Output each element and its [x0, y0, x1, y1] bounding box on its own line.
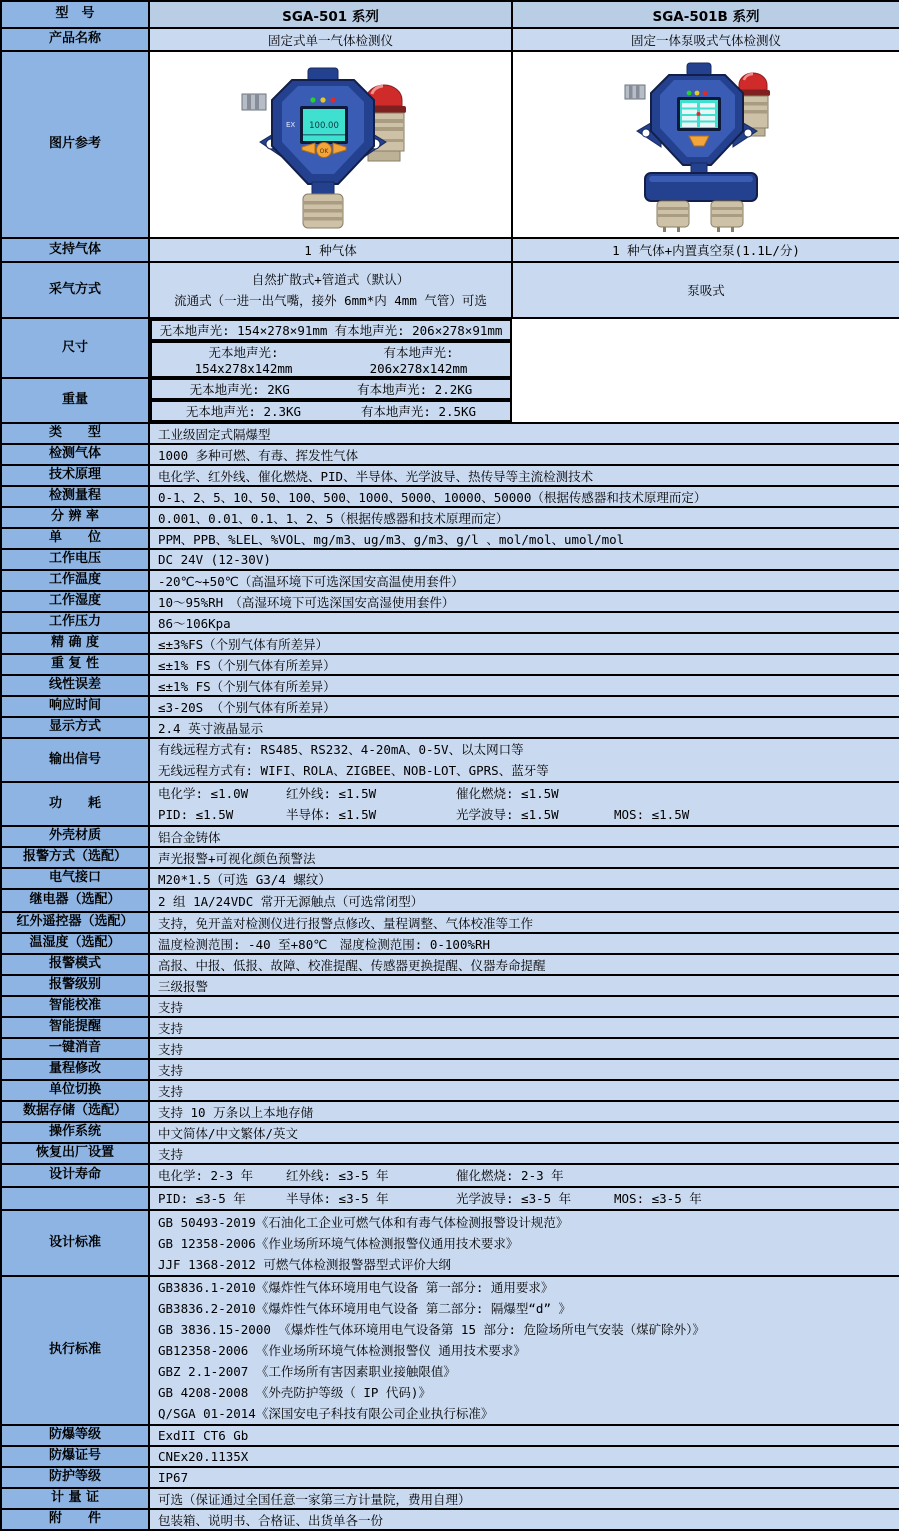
value-segment: 红外线: ≤1.5W: [286, 786, 377, 801]
table-row: [1, 1488, 899, 1509]
value-segment: 有本地声光: 2.5KG: [360, 404, 477, 419]
product-image-cell: [512, 51, 899, 238]
row-label: 精 确 度: [1, 633, 149, 654]
value-cell: DC 24V (12-30V): [149, 549, 899, 570]
text-line: GB3836.2-2010《爆炸性气体环境用电气设备 第二部分: 隔爆型“d” 》: [158, 1301, 572, 1316]
row-label: 类 型: [1, 423, 149, 444]
text-line: GB 3836.15-2000 《爆炸性气体环境用电气设备第 15 部分: 危险场所电气安装（煤矿除外）》: [158, 1322, 705, 1337]
value-cell: ≤±3%FS（个别气体有所差异）: [149, 633, 899, 654]
sga501-product-image: [216, 54, 446, 232]
lcd-screen: [300, 106, 348, 144]
row-label: 支持气体: [1, 238, 149, 262]
row-label: 图片参考: [1, 51, 149, 238]
table-row: [1, 654, 899, 675]
table-row: [1, 507, 899, 528]
row-label: 防爆证号: [1, 1446, 149, 1467]
table-row: [1, 486, 899, 507]
value-segment: 催化燃烧: 2-3 年: [456, 1168, 564, 1183]
row-label: 单 位: [1, 528, 149, 549]
table-row: [1, 465, 899, 486]
table-row: [1, 1038, 899, 1059]
row-label: 红外遥控器（选配）: [1, 912, 149, 933]
row-label: 重量: [1, 378, 149, 423]
table-row: [1, 912, 899, 933]
row-label: 数据存储（选配）: [1, 1101, 149, 1122]
row-label: 重 复 性: [1, 654, 149, 675]
table-row: [1, 1143, 899, 1164]
value-cell: 工业级固定式隔爆型: [149, 423, 899, 444]
led-yellow: [320, 97, 325, 102]
row-label: 工作湿度: [1, 591, 149, 612]
table-row: [1, 717, 899, 738]
value-cell: 支持: [149, 1059, 899, 1080]
value-segment: MOS: ≤1.5W: [614, 807, 690, 822]
value-cell: 支持: [149, 1017, 899, 1038]
table-row: [1, 51, 899, 238]
value-cell: ≤±1% FS（个别气体有所差异）: [149, 654, 899, 675]
screen-reading: 100.00: [308, 121, 339, 131]
value-cell: 铝合金铸体: [149, 826, 899, 847]
spec-table-body: [1, 1, 899, 1530]
table-row: [1, 826, 899, 847]
row-label: 检测量程: [1, 486, 149, 507]
table-row: [1, 954, 899, 975]
value-cell: 2 组 1A/24VDC 常开无源触点（可选常闭型）: [149, 889, 899, 912]
grid-line: [158, 1188, 891, 1209]
row-label: 检测气体: [1, 444, 149, 465]
table-row: [1, 612, 899, 633]
table-row: [1, 1, 899, 28]
table-row: [1, 262, 899, 318]
grid-line: [158, 1165, 891, 1186]
table-row: [1, 1080, 899, 1101]
row-label: 电气接口: [1, 868, 149, 889]
row-label: 附 件: [1, 1509, 149, 1530]
text-line: 有线远程方式有: RS485、RS232、4-20mA、0-5V、以太网口等: [158, 742, 524, 757]
text-line: JJF 1368-2012 可燃气体检测报警器型式评价大纲: [158, 1256, 451, 1272]
table-row: [1, 933, 899, 954]
row-label: 技术原理: [1, 465, 149, 486]
row-label: 型 号: [1, 1, 149, 28]
row-label: 报警方式（选配）: [1, 847, 149, 868]
cable-gland-icon: [242, 94, 266, 110]
led-red: [330, 97, 335, 102]
value-cell: [149, 262, 512, 318]
text-line: GBZ 2.1-2007 《工作场所有害因素职业接触限值》: [158, 1364, 456, 1379]
value-segment: MOS: ≤3-5 年: [614, 1191, 702, 1206]
row-label: [1, 1187, 149, 1210]
row-label: 分 辨 率: [1, 507, 149, 528]
row-label: 外壳材质: [1, 826, 149, 847]
value-segment: 半导体: ≤1.5W: [286, 807, 377, 822]
value-cell: [149, 1187, 899, 1210]
row-label: 响应时间: [1, 696, 149, 717]
table-row: [1, 675, 899, 696]
text-line: 无线远程方式有: WIFI、ROLA、ZIGBEE、NOB-LOT、GPRS、蓝牙等: [158, 763, 549, 778]
row-label: 功 耗: [1, 782, 149, 826]
text-line: GB 12358-2006《作业场所环境气体检测报警仪通用技术要求》: [158, 1235, 519, 1251]
table-row: [1, 847, 899, 868]
row-label: 尺寸: [1, 318, 149, 378]
table-row: [1, 1210, 899, 1276]
led-red: [703, 91, 708, 96]
row-label: 恢复出厂设置: [1, 1143, 149, 1164]
value-segment: 红外线: ≤3-5 年: [286, 1168, 389, 1183]
value-cell: 支持: [149, 996, 899, 1017]
row-label: 工作温度: [1, 570, 149, 591]
row-label: 报警模式: [1, 954, 149, 975]
value-cell: ExdII CT6 Gb: [149, 1425, 899, 1446]
row-label: 温湿度（选配）: [1, 933, 149, 954]
value-cell: -20℃~+50℃（高温环境下可选深国安高温使用套件）: [149, 570, 899, 591]
value-segment: 无本地声光: 154x278x142mm: [194, 345, 293, 376]
row-label: 单位切换: [1, 1080, 149, 1101]
text-line: GB 50493-2019《石油化工企业可燃气体和有毒气体检测报警设计规范》: [158, 1214, 569, 1230]
table-row: [1, 1059, 899, 1080]
value-cell: 可选（保证通过全国任意一家第三方计量院，费用自理）: [149, 1488, 899, 1509]
table-row: [1, 444, 899, 465]
table-row: [1, 549, 899, 570]
value-segment: 有本地声光: 206x278x142mm: [369, 345, 468, 376]
value-cell: 1000 多种可燃、有毒、挥发性气体: [149, 444, 899, 465]
row-label: 一键消音: [1, 1038, 149, 1059]
text-line: GB3836.1-2010《爆炸性气体环境用电气设备 第一部分: 通用要求》: [158, 1280, 554, 1295]
table-row: [1, 975, 899, 996]
value-cell: [149, 1276, 899, 1425]
row-label: 计 量 证: [1, 1488, 149, 1509]
row-label: 工作电压: [1, 549, 149, 570]
value-segment: 无本地声光: 2KG: [189, 382, 290, 397]
table-row: [1, 1509, 899, 1530]
table-row: [1, 1187, 899, 1210]
value-cell: [150, 319, 512, 341]
value-cell: 中文简体/中文繁体/英文: [149, 1122, 899, 1143]
value-cell: 声光报警+可视化颜色预警法: [149, 847, 899, 868]
value-segment: 电化学: ≤1.0W: [158, 786, 249, 801]
value-cell: 支持 10 万条以上本地存储: [149, 1101, 899, 1122]
value-segment: 无本地声光: 2.3KG: [185, 404, 302, 419]
row-label: 操作系统: [1, 1122, 149, 1143]
table-row: [1, 1446, 899, 1467]
row-label: 执行标准: [1, 1276, 149, 1425]
value-cell: [149, 1210, 899, 1276]
value-cell: ≤3-20S （个别气体有所差异）: [149, 696, 899, 717]
sensor-cylinder: [657, 201, 689, 232]
table-row: [1, 28, 899, 51]
text-line: 自然扩散式+管道式（默认）: [251, 272, 410, 287]
table-row: [1, 889, 899, 912]
row-label: 设计标准: [1, 1210, 149, 1276]
text-line: 流通式（一进一出气嘴，接外 6mm*内 4mm 气管）可选: [174, 293, 487, 308]
table-row: [1, 378, 899, 423]
value-cell: 电化学、红外线、催化燃烧、PID、半导体、光学波导、热传导等主流检测技术: [149, 465, 899, 486]
table-row: [1, 868, 899, 889]
sensor-cylinder: [303, 194, 343, 228]
value-cell: PPM、PPB、%LEL、%VOL、mg/m3、ug/m3、g/m3、g/l 、mol/mol、umol/mol: [149, 528, 899, 549]
series-header-cell: SGA-501 系列: [149, 1, 512, 28]
value-cell: 包装箱、说明书、合格证、出货单各一份: [149, 1509, 899, 1530]
value-segment: 有本地声光: 2.2KG: [357, 382, 473, 397]
text-line: Q/SGA 01-2014《深国安电子科技有限公司企业执行标准》: [158, 1406, 494, 1421]
cable-gland-icon: [625, 85, 645, 99]
value-cell: 高报、中报、低报、故障、校准提醒、传感器更换提醒、仪器寿命提醒: [149, 954, 899, 975]
value-cell: 10～95%RH （高湿环境下可选深国安高湿使用套件）: [149, 591, 899, 612]
table-row: [1, 1101, 899, 1122]
value-cell: [150, 341, 512, 378]
value-cell: 1 种气体+内置真空泵(1.1L/分): [512, 238, 899, 262]
value-cell: 支持，免开盖对检测仪进行报警点修改、量程调整、气体校准等工作: [149, 912, 899, 933]
pump-base: [645, 173, 757, 201]
value-segment: 光学波导: ≤1.5W: [456, 807, 559, 822]
table-row: [1, 591, 899, 612]
value-cell: [150, 378, 512, 400]
sensor-cylinder: [711, 201, 743, 232]
table-row: [1, 738, 899, 782]
table-row: [1, 1467, 899, 1488]
row-label: 工作压力: [1, 612, 149, 633]
value-cell: 0.001、0.01、0.1、1、2、5（根据传感器和技术原理而定）: [149, 507, 899, 528]
led-green: [687, 91, 692, 96]
row-label: 报警级别: [1, 975, 149, 996]
value-cell: 2.4 英寸液晶显示: [149, 717, 899, 738]
text-line: GB12358-2006 《作业场所环境气体检测报警仪 通用技术要求》: [158, 1343, 526, 1358]
table-row: [1, 696, 899, 717]
row-label: 产品名称: [1, 28, 149, 51]
product-image-cell: [149, 51, 512, 238]
table-row: [1, 238, 899, 262]
value-cell: 固定一体泵吸式气体检测仪: [512, 28, 899, 51]
value-cell: ≤±1% FS（个别气体有所差异）: [149, 675, 899, 696]
row-label: 继电器（选配）: [1, 889, 149, 912]
sga501b-product-image: [591, 53, 821, 233]
value-cell: [150, 400, 512, 422]
table-row: [1, 1017, 899, 1038]
grid-line: [158, 804, 891, 825]
row-label: 显示方式: [1, 717, 149, 738]
value-segment: PID: ≤3-5 年: [158, 1191, 246, 1206]
value-cell: 支持: [149, 1080, 899, 1101]
value-cell: 支持: [149, 1143, 899, 1164]
value-segment: 催化燃烧: ≤1.5W: [456, 786, 559, 801]
value-cell: 三级报警: [149, 975, 899, 996]
table-row: [1, 1122, 899, 1143]
table-row: [1, 423, 899, 444]
value-segment: 电化学: 2-3 年: [158, 1168, 254, 1183]
value-cell: 1 种气体: [149, 238, 512, 262]
table-row: [1, 1276, 899, 1425]
table-row: [1, 1425, 899, 1446]
led-green: [310, 97, 315, 102]
text-line: GB 4208-2008 《外壳防护等级（ IP 代码)》: [158, 1385, 431, 1400]
table-row: [1, 782, 899, 826]
value-cell: [149, 782, 899, 826]
table-row: [1, 1164, 899, 1187]
value-cell: 泵吸式: [512, 262, 899, 318]
value-segment: 无本地声光: 154×278×91mm: [159, 323, 328, 338]
row-label: 量程修改: [1, 1059, 149, 1080]
value-cell: [149, 1164, 899, 1187]
row-label: 设计寿命: [1, 1164, 149, 1187]
row-label: 线性误差: [1, 675, 149, 696]
row-label: 防护等级: [1, 1467, 149, 1488]
table-row: [1, 633, 899, 654]
lcd-screen: [677, 97, 721, 131]
value-cell: M20*1.5（可选 G3/4 螺纹）: [149, 868, 899, 889]
value-cell: 温度检测范围: -40 至+80℃ 湿度检测范围: 0-100%RH: [149, 933, 899, 954]
sensor-neck: [312, 182, 334, 195]
row-label: 防爆等级: [1, 1425, 149, 1446]
table-row: [1, 528, 899, 549]
value-segment: 半导体: ≤3-5 年: [286, 1191, 389, 1206]
value-segment: PID: ≤1.5W: [158, 807, 234, 822]
row-label: 采气方式: [1, 262, 149, 318]
value-cell: 固定式单一气体检测仪: [149, 28, 512, 51]
grid-line: [158, 783, 891, 804]
value-segment: 光学波导: ≤3-5 年: [456, 1191, 572, 1206]
ok-button-label: OK: [319, 148, 328, 155]
value-cell: 0-1、2、5、10、50、100、500、1000、5000、10000、50000（根据传感器和技术原理而定）: [149, 486, 899, 507]
row-label: 智能校准: [1, 996, 149, 1017]
value-cell: IP67: [149, 1467, 899, 1488]
series-header-cell: SGA-501B 系列: [512, 1, 899, 28]
value-cell: 支持: [149, 1038, 899, 1059]
value-cell: CNEx20.1135X: [149, 1446, 899, 1467]
table-row: [1, 570, 899, 591]
table-row: [1, 996, 899, 1017]
row-label: 输出信号: [1, 738, 149, 782]
value-cell: 86～106Kpa: [149, 612, 899, 633]
value-segment: 有本地声光: 206×278×91mm: [334, 323, 503, 338]
led-yellow: [695, 91, 700, 96]
table-row: [1, 318, 899, 378]
ex-label: EX: [285, 121, 295, 129]
value-cell: [149, 738, 899, 782]
row-label: 智能提醒: [1, 1017, 149, 1038]
